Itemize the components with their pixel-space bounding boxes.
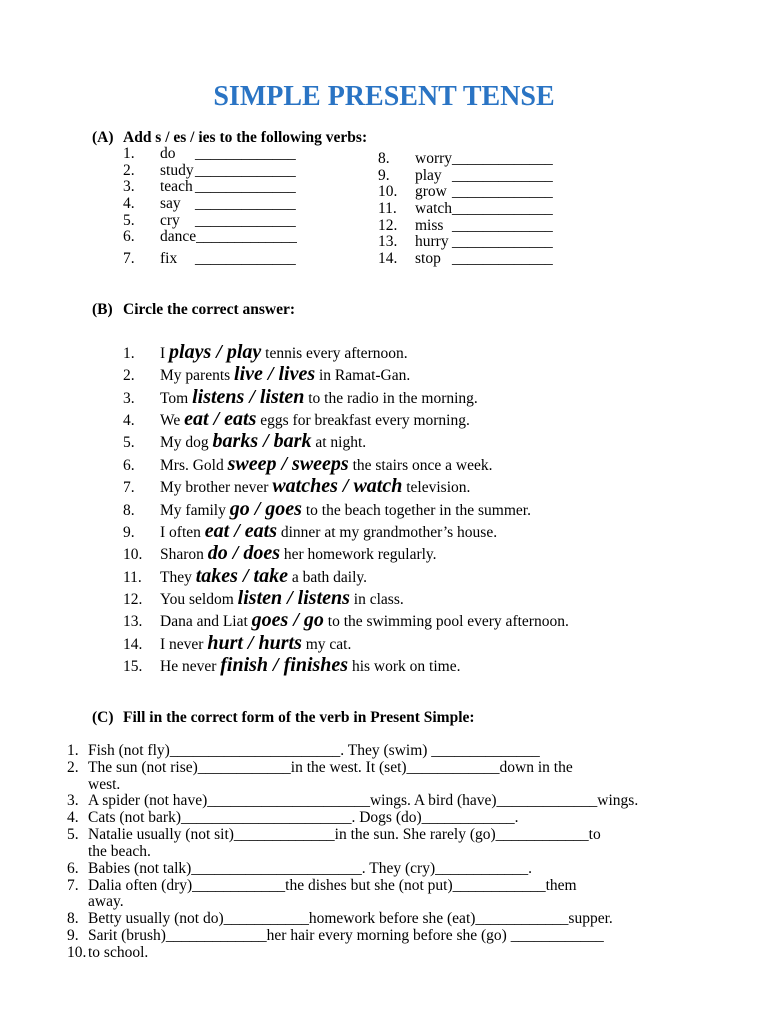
verb: worry bbox=[415, 150, 453, 167]
item-number: 6. bbox=[67, 859, 79, 877]
answer-blank: _____________ bbox=[195, 161, 296, 179]
item-number: 2. bbox=[123, 367, 135, 385]
answer-choices: sweep / sweeps bbox=[227, 452, 349, 475]
item-number: 4. bbox=[123, 195, 135, 213]
sentence-end: her homework regularly. bbox=[283, 546, 437, 564]
fill-in-item bbox=[67, 810, 638, 827]
sentence-start: Dana and Liat bbox=[160, 613, 248, 631]
section-a-instruction: Add s / es / ies to the following verbs: bbox=[123, 129, 368, 146]
section-c-heading bbox=[92, 709, 475, 726]
item-number: 1. bbox=[123, 345, 135, 362]
verb-item bbox=[123, 146, 297, 163]
sentence-item bbox=[123, 431, 569, 453]
verb: teach bbox=[160, 178, 193, 196]
verb-item bbox=[378, 184, 553, 201]
answer-choices: eat / eats bbox=[204, 519, 277, 542]
sentence-start: My parents bbox=[160, 367, 231, 385]
sentence-start: Sharon bbox=[160, 546, 204, 564]
verb: miss bbox=[415, 216, 444, 234]
verb: dance bbox=[160, 228, 197, 246]
sentence-line: west. bbox=[88, 775, 121, 793]
answer-choices: live / lives bbox=[234, 363, 316, 386]
item-number: 10. bbox=[378, 183, 398, 201]
answer-choices: do / does bbox=[207, 542, 281, 565]
fill-in-item bbox=[67, 928, 638, 945]
answer-choices: go / goes bbox=[229, 497, 302, 520]
sentence-start: I often bbox=[160, 523, 201, 541]
sentence-item bbox=[123, 409, 569, 431]
item-number: 14. bbox=[378, 250, 398, 268]
sentence-item bbox=[123, 476, 569, 498]
fill-in-item bbox=[67, 945, 638, 962]
verb: do bbox=[160, 145, 176, 162]
verb-item bbox=[378, 201, 553, 218]
item-number: 2. bbox=[123, 161, 135, 179]
answer-blank: _____________ bbox=[452, 233, 553, 251]
section-b-instruction: Circle the correct answer: bbox=[123, 301, 295, 318]
answer-choices: eat / eats bbox=[184, 408, 257, 431]
sentence-line: The sun (not rise)____________in the west. It (set)____________down in the bbox=[88, 758, 573, 776]
sentence-end: his work on time. bbox=[351, 658, 461, 676]
answer-blank: _____________ bbox=[452, 216, 553, 234]
verb-item bbox=[378, 234, 553, 251]
answer-choices: hurt / hurts bbox=[207, 631, 302, 654]
item-number: 13. bbox=[378, 233, 398, 251]
item-number: 7. bbox=[67, 876, 79, 894]
item-number: 6. bbox=[123, 456, 135, 474]
item-number: 4. bbox=[67, 809, 79, 827]
answer-blank: _____________ bbox=[195, 195, 296, 213]
sentence-end: to the swimming pool every afternoon. bbox=[327, 613, 569, 631]
sentence-item bbox=[123, 521, 569, 543]
section-b-heading bbox=[92, 301, 295, 318]
sentence-line: Sarit (brush)_____________her hair every morning before she (go) ____________ bbox=[88, 927, 604, 945]
section-b-list bbox=[123, 342, 569, 677]
sentence-start: Tom bbox=[160, 389, 189, 407]
verb: study bbox=[160, 161, 194, 179]
item-number: 10. bbox=[67, 943, 87, 961]
verb: hurry bbox=[415, 233, 449, 251]
item-number: 14. bbox=[123, 635, 143, 653]
item-number: 8. bbox=[123, 501, 135, 519]
sentence-start: We bbox=[160, 412, 181, 430]
answer-blank: _____________ bbox=[195, 211, 296, 229]
sentence-start: I never bbox=[160, 635, 204, 653]
verb: grow bbox=[415, 183, 447, 201]
page-title: SIMPLE PRESENT TENSE bbox=[213, 81, 555, 112]
sentence-end: television. bbox=[406, 479, 471, 497]
sentence-end: tennis every afternoon. bbox=[265, 345, 408, 362]
sentence-line: Cats (not bark)______________________. Dogs (do)____________. bbox=[88, 809, 519, 827]
verb-item bbox=[123, 213, 297, 230]
sentence-end: in Ramat-Gan. bbox=[319, 367, 411, 385]
section-a-heading bbox=[92, 129, 367, 146]
sentence-line: Natalie usually (not sit)_____________in the sun. She rarely (go)____________to bbox=[88, 826, 601, 844]
section-c-label: (C) bbox=[92, 709, 114, 726]
item-number: 5. bbox=[123, 434, 135, 452]
item-number: 1. bbox=[67, 742, 79, 759]
verb-item bbox=[123, 179, 297, 196]
verb-item bbox=[123, 163, 297, 180]
sentence-end: to the radio in the morning. bbox=[308, 389, 478, 407]
fill-in-item bbox=[67, 878, 638, 895]
sentence-end: to the beach together in the summer. bbox=[305, 501, 531, 519]
answer-blank: _____________ bbox=[195, 178, 296, 196]
answer-blank: _____________ bbox=[452, 150, 553, 167]
sentence-line: away. bbox=[88, 893, 124, 911]
verb: fix bbox=[160, 250, 178, 268]
item-number: 4. bbox=[123, 412, 135, 430]
answer-choices: finish / finishes bbox=[220, 654, 349, 677]
verb: watch bbox=[415, 200, 453, 218]
verb-item bbox=[378, 218, 553, 235]
verb-item bbox=[378, 168, 553, 185]
sentence-start: My dog bbox=[160, 434, 209, 452]
verb: play bbox=[415, 166, 442, 184]
sentence-end: my cat. bbox=[305, 635, 352, 653]
sentence-line: to school. bbox=[88, 943, 149, 961]
verb-item bbox=[123, 196, 297, 213]
item-number: 9. bbox=[123, 523, 135, 541]
answer-choices: watches / watch bbox=[272, 475, 403, 498]
verb: stop bbox=[415, 250, 441, 268]
sentence-start: They bbox=[160, 568, 192, 586]
sentence-item bbox=[123, 543, 569, 565]
fill-in-item bbox=[67, 861, 638, 878]
fill-in-item bbox=[67, 827, 638, 844]
item-number: 15. bbox=[123, 658, 143, 676]
section-c-instruction: Fill in the correct form of the verb in Present Simple: bbox=[123, 709, 475, 726]
sentence-item bbox=[123, 342, 569, 364]
answer-choices: goes / go bbox=[251, 609, 324, 632]
verb-item bbox=[123, 229, 297, 246]
sentence-line: Betty usually (not do)___________homework before she (eat)____________supper. bbox=[88, 910, 613, 928]
verb-item bbox=[378, 151, 553, 168]
section-a-left-column bbox=[123, 146, 297, 268]
item-number: 13. bbox=[123, 613, 143, 631]
answer-choices: takes / take bbox=[195, 564, 288, 587]
sentence-item bbox=[123, 655, 569, 677]
item-number: 3. bbox=[123, 389, 135, 407]
fill-in-item-continued bbox=[67, 777, 638, 794]
answer-choices: barks / bark bbox=[212, 430, 312, 453]
answer-blank: _____________ bbox=[196, 228, 297, 246]
item-number: 3. bbox=[67, 792, 79, 810]
fill-in-item bbox=[67, 911, 638, 928]
answer-blank: _____________ bbox=[195, 250, 296, 268]
section-c-list bbox=[67, 743, 638, 962]
verb-item bbox=[123, 251, 297, 268]
sentence-item bbox=[123, 633, 569, 655]
sentence-start: He never bbox=[160, 658, 217, 676]
sentence-item bbox=[123, 454, 569, 476]
sentence-start: My family bbox=[160, 501, 226, 519]
section-b-label: (B) bbox=[92, 301, 113, 318]
answer-blank: _____________ bbox=[452, 200, 553, 218]
sentence-line: Dalia often (dry)____________the dishes but she (not put)____________them bbox=[88, 876, 577, 894]
sentence-end: in class. bbox=[353, 590, 404, 608]
answer-choices: plays / play bbox=[169, 341, 262, 363]
sentence-line: A spider (not have)_____________________wings. A bird (have)_____________wings. bbox=[88, 792, 639, 810]
sentence-line: Babies (not talk)______________________. They (cry)____________. bbox=[88, 859, 532, 877]
item-number: 9. bbox=[378, 166, 390, 184]
sentence-end: eggs for breakfast every morning. bbox=[260, 412, 470, 430]
sentence-line: the beach. bbox=[88, 842, 151, 860]
sentence-end: the stairs once a week. bbox=[352, 456, 493, 474]
item-number: 6. bbox=[123, 228, 135, 246]
fill-in-item-continued bbox=[67, 894, 638, 911]
sentence-start: I bbox=[160, 345, 166, 362]
sentence-start: You seldom bbox=[160, 590, 234, 608]
sentence-item bbox=[123, 610, 569, 632]
fill-in-item bbox=[67, 760, 638, 777]
item-number: 11. bbox=[123, 568, 142, 586]
section-a-right-column bbox=[378, 151, 553, 268]
verb: say bbox=[160, 195, 181, 213]
item-number: 8. bbox=[67, 910, 79, 928]
sentence-item bbox=[123, 499, 569, 521]
sentence-end: dinner at my grandmother’s house. bbox=[280, 523, 498, 541]
sentence-line: Fish (not fly)______________________. They (swim) ______________ bbox=[88, 742, 540, 759]
fill-in-item bbox=[67, 743, 638, 760]
sentence-start: My brother never bbox=[160, 479, 269, 497]
section-a-label: (A) bbox=[92, 129, 114, 146]
item-number: 2. bbox=[67, 758, 79, 776]
fill-in-item-continued bbox=[67, 844, 638, 861]
item-number: 5. bbox=[123, 211, 135, 229]
item-number: 3. bbox=[123, 178, 135, 196]
sentence-item bbox=[123, 387, 569, 409]
item-number: 10. bbox=[123, 546, 143, 564]
item-number: 9. bbox=[67, 927, 79, 945]
sentence-end: at night. bbox=[315, 434, 367, 452]
item-number: 7. bbox=[123, 250, 135, 268]
item-number: 12. bbox=[378, 216, 398, 234]
item-number: 11. bbox=[378, 200, 397, 218]
sentence-item bbox=[123, 566, 569, 588]
sentence-start: Mrs. Gold bbox=[160, 456, 224, 474]
verb-item bbox=[378, 251, 553, 268]
answer-choices: listen / listens bbox=[237, 586, 350, 609]
item-number: 1. bbox=[123, 145, 135, 162]
answer-blank: _____________ bbox=[452, 183, 553, 201]
sentence-item bbox=[123, 364, 569, 386]
item-number: 12. bbox=[123, 590, 143, 608]
answer-choices: listens / listen bbox=[192, 385, 305, 408]
verb: cry bbox=[160, 211, 180, 229]
sentence-item bbox=[123, 588, 569, 610]
answer-blank: _____________ bbox=[452, 166, 553, 184]
item-number: 8. bbox=[378, 150, 390, 167]
sentence-end: a bath daily. bbox=[291, 568, 368, 586]
item-number: 7. bbox=[123, 479, 135, 497]
answer-blank: _____________ bbox=[452, 250, 553, 268]
item-number: 5. bbox=[67, 826, 79, 844]
answer-blank: _____________ bbox=[195, 145, 296, 162]
fill-in-item bbox=[67, 793, 638, 810]
